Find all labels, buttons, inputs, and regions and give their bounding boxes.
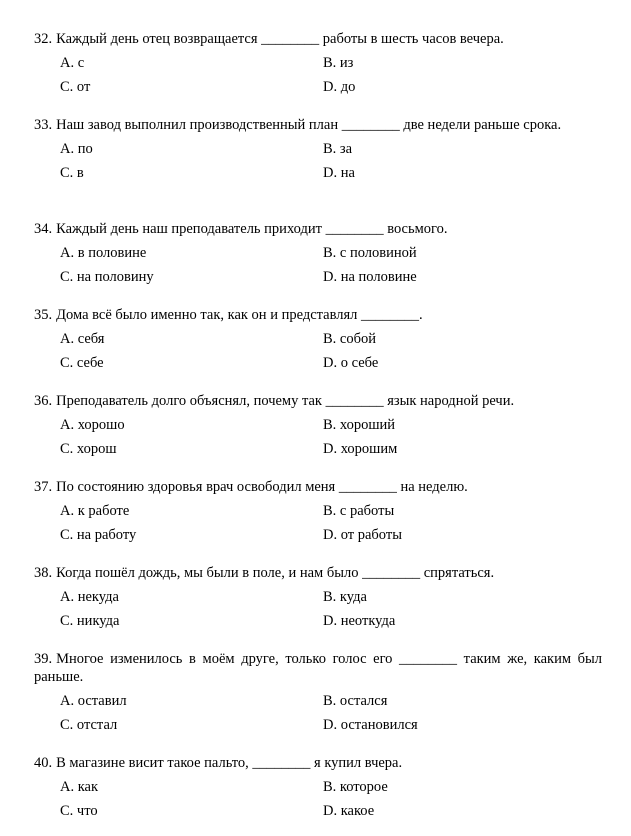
option-d[interactable]: D. неоткуда — [323, 613, 396, 629]
question-39 — [34, 650, 602, 740]
option-c[interactable]: C. от — [60, 79, 91, 95]
question-number: 38. — [34, 565, 53, 581]
option-c[interactable]: C. на половину — [60, 269, 154, 285]
option-b[interactable]: B. хороший — [323, 417, 396, 433]
option-c[interactable]: C. в — [60, 165, 84, 181]
question-text: Когда пошёл дождь, мы были в поле, и нам было ________ спрятаться. — [56, 565, 495, 581]
question-33 — [34, 116, 602, 188]
option-b[interactable]: B. куда — [323, 589, 367, 605]
option-c[interactable]: C. на работу — [60, 527, 137, 543]
option-b[interactable]: B. собой — [323, 331, 376, 347]
answer-options — [34, 140, 602, 188]
option-d[interactable]: D. о себе — [323, 355, 379, 371]
question-number: 37. — [34, 479, 53, 495]
answer-options — [34, 416, 602, 464]
option-c[interactable]: C. никуда — [60, 613, 120, 629]
answer-options — [34, 588, 602, 636]
option-a[interactable]: A. по — [60, 141, 93, 157]
answer-options — [34, 692, 602, 740]
option-a[interactable]: A. оставил — [60, 693, 127, 709]
option-d[interactable]: D. хорошим — [323, 441, 398, 457]
question-stem — [34, 754, 602, 772]
question-number: 36. — [34, 393, 53, 409]
question-stem — [34, 392, 602, 410]
option-a[interactable]: A. к работе — [60, 503, 130, 519]
option-d[interactable]: D. остановился — [323, 717, 418, 733]
question-text: Многое изменилось в моём друге, только голос его ________ таким же, каким был раньше. — [34, 651, 602, 685]
option-d[interactable]: D. от работы — [323, 527, 402, 543]
question-number: 32. — [34, 31, 53, 47]
question-40 — [34, 754, 602, 826]
question-text: Наш завод выполнил производственный план ________ две недели раньше срока. — [56, 117, 562, 133]
option-b[interactable]: B. с работы — [323, 503, 395, 519]
question-stem — [34, 116, 602, 134]
option-b[interactable]: B. из — [323, 55, 354, 71]
option-c[interactable]: C. отстал — [60, 717, 118, 733]
question-stem — [34, 564, 602, 582]
question-number: 35. — [34, 307, 53, 323]
question-text: Каждый день отец возвращается ________ работы в шесть часов вечера. — [56, 31, 504, 47]
answer-options — [34, 54, 602, 102]
option-a[interactable]: A. с — [60, 55, 85, 71]
option-b[interactable]: B. за — [323, 141, 353, 157]
question-stem — [34, 220, 602, 238]
answer-options — [34, 244, 602, 292]
option-b[interactable]: B. которое — [323, 779, 388, 795]
question-text: По состоянию здоровья врач освободил меня ________ на неделю. — [56, 479, 468, 495]
question-text: Дома всё было именно так, как он и представлял ________. — [56, 307, 423, 323]
answer-options — [34, 330, 602, 378]
option-a[interactable]: A. как — [60, 779, 99, 795]
question-text: В магазине висит такое пальто, ________ я купил вчера. — [56, 755, 403, 771]
answer-options — [34, 778, 602, 826]
option-a[interactable]: A. хорошо — [60, 417, 125, 433]
question-32 — [34, 30, 602, 102]
option-b[interactable]: B. с половиной — [323, 245, 417, 261]
question-stem — [34, 30, 602, 48]
option-d[interactable]: D. на половине — [323, 269, 417, 285]
question-stem — [34, 306, 602, 324]
option-d[interactable]: D. на — [323, 165, 355, 181]
question-37 — [34, 478, 602, 550]
option-c[interactable]: C. себе — [60, 355, 104, 371]
option-a[interactable]: A. некуда — [60, 589, 119, 605]
question-number: 33. — [34, 117, 53, 133]
question-text: Каждый день наш преподаватель приходит ________ восьмого. — [56, 221, 448, 237]
answer-options — [34, 502, 602, 550]
option-c[interactable]: C. что — [60, 803, 98, 819]
option-d[interactable]: D. до — [323, 79, 356, 95]
option-a[interactable]: A. в половине — [60, 245, 147, 261]
question-number: 34. — [34, 221, 53, 237]
question-stem — [34, 478, 602, 496]
question-number: 39. — [34, 651, 53, 667]
question-text: Преподаватель долго объяснял, почему так ________ язык народной речи. — [56, 393, 515, 409]
question-35 — [34, 306, 602, 378]
option-b[interactable]: B. остался — [323, 693, 388, 709]
option-d[interactable]: D. какое — [323, 803, 375, 819]
option-c[interactable]: C. хорош — [60, 441, 117, 457]
question-36 — [34, 392, 602, 464]
question-34 — [34, 220, 602, 292]
question-38 — [34, 564, 602, 636]
question-stem — [34, 650, 602, 686]
option-a[interactable]: A. себя — [60, 331, 105, 347]
question-number: 40. — [34, 755, 53, 771]
